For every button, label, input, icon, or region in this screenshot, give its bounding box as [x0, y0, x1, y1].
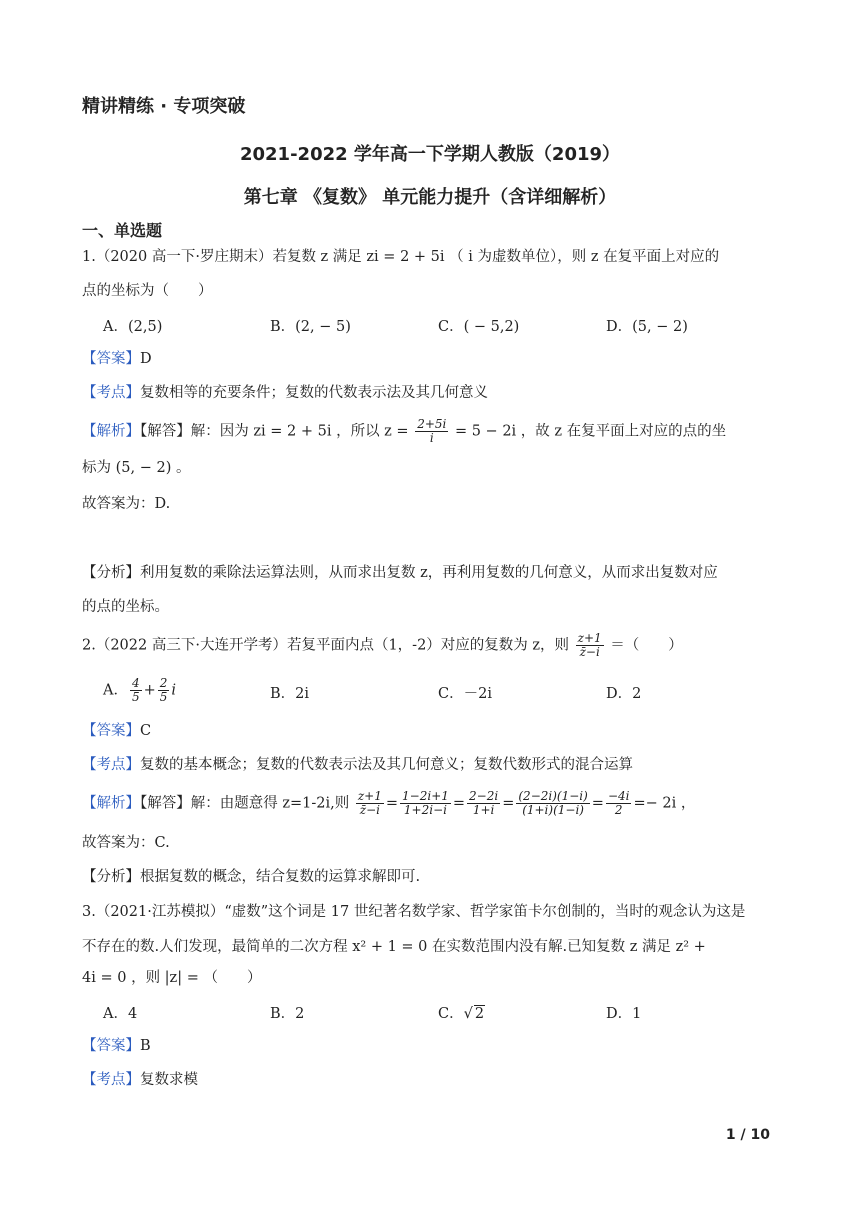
document-subtitle: 第七章 《复数》 单元能力提升（含详细解析） [243, 187, 617, 208]
point-tag: 【考点】 [82, 385, 140, 401]
q3-option-c: C．√ 2 [438, 1006, 485, 1022]
analyze-tag: 【分析】 [82, 565, 140, 581]
analyze-tag: 【分析】 [82, 869, 140, 885]
q1-stem-line2: 点的坐标为（ ） [82, 283, 213, 299]
point-text: 复数求模 [140, 1072, 198, 1088]
q2-stem [82, 632, 683, 659]
q2-solution: 【解析】【解答】解：由题意得 z=1-2i,则 $\frac{z+1}{z̄-i}$ = $\frac{1-2i+1}{1+2i-i}$ = $\frac{2-2i}{1+i}$ = $\frac{(2-2i)(1-i)}{(1+i)(1-i)}$ = $\frac{-4i}{2}$ =− 2i ， [82, 789, 696, 817]
q1-answer [82, 349, 152, 369]
q1-option-c: C．( − 5,2) [438, 319, 520, 335]
stem-text: ＝（ ） [610, 637, 683, 654]
q3-stem-line2: 不存在的数.人们发现，最简单的二次方程 x² + 1 = 0 在实数范围内没有解.已知复数 z 满足 z² + [82, 939, 706, 955]
sqrt-value: 2 [474, 1006, 485, 1022]
q1-solution-line1 [82, 418, 726, 445]
q1-analyze-line2: 的点的坐标。 [82, 599, 169, 615]
fraction: $\frac{z+1}{z̄-i}$ [577, 631, 602, 659]
q2-final: 故答案为：C. [82, 835, 170, 851]
q1-option-a: A．(2,5) [103, 319, 163, 335]
analyze-text: 根据复数的概念，结合复数的运算求解即可. [140, 869, 421, 885]
answer-value: D [140, 351, 152, 367]
q1-final: 故答案为：D. [82, 496, 171, 512]
analysis-tag: 【解析】 [82, 795, 140, 812]
answer-value: B [140, 1038, 151, 1054]
q3-option-a: A．4 [103, 1006, 138, 1022]
q2-answer [82, 721, 151, 741]
q1-point [82, 383, 488, 403]
q3-point [82, 1070, 198, 1090]
document-title: 2021-2022 学年高一下学期人教版（2019） [239, 144, 621, 165]
brand-heading: 精讲精练 · 专项突破 [82, 96, 246, 117]
q3-stem-line1: 3.（2021·江苏模拟）“虚数”这个词是 17 世纪著名数学家、哲学家笛卡尔创制的，当时的观念认为这是 [82, 904, 746, 920]
q1-option-b: B．(2, − 5) [270, 319, 351, 335]
q2-option-d: D．2 [606, 686, 642, 702]
analysis-tag: 【解析】 [82, 423, 140, 440]
q3-answer [82, 1036, 151, 1056]
q3-stem-line3: 4i = 0 ，则 |z| = （ ） [82, 970, 262, 986]
q1-stem-line1: 1.（2020 高一下·罗庄期末）若复数 z 满足 zi = 2 + 5i （ i 为虚数单位），则 z 在复平面上对应的 [82, 249, 720, 265]
answer-tag: 【答案】 [82, 351, 140, 367]
solution-text: = 5 − 2i ，故 z 在复平面上对应的点的坐 [450, 423, 727, 440]
section-heading: 一、单选题 [82, 221, 163, 240]
point-text: 复数相等的充要条件；复数的代数表示法及其几何意义 [140, 385, 488, 401]
q1-solution-line2: 标为 (5, − 2) 。 [82, 460, 191, 476]
answer-tag: 【答案】 [82, 1038, 140, 1054]
point-tag: 【考点】 [82, 757, 140, 773]
q2-option-c: C．－2i [438, 686, 492, 702]
q2-point [82, 755, 633, 775]
q2-analyze [82, 867, 420, 887]
answer-value: C [140, 723, 152, 739]
q2-option-a: A． $\frac{4}{5}$ + $\frac{2}{5}$ i [103, 676, 177, 704]
q3-option-d: D．1 [606, 1006, 642, 1022]
fraction: $\frac{2+5i}{i}$ [417, 417, 447, 445]
point-text: 复数的基本概念；复数的代数表示法及其几何意义；复数代数形式的混合运算 [140, 757, 633, 773]
q3-option-b: B．2 [270, 1006, 305, 1022]
q1-option-d: D．(5, − 2) [606, 319, 688, 335]
page-number: 1 / 10 [725, 1127, 770, 1143]
stem-text: 2.（2022 高三下·大连开学考）若复平面内点（1，-2）对应的复数为 z，则 [82, 637, 570, 654]
q1-analyze-line1 [82, 563, 718, 583]
answer-tag: 【答案】 [82, 723, 140, 739]
analyze-text: 利用复数的乘除法运算法则，从而求出复数 z，再利用复数的几何意义，从而求出复数对应 [140, 565, 718, 581]
q2-option-b: B．2i [270, 686, 310, 702]
solution-text: 【解答】解：因为 zi = 2 + 5i ，所以 z = [140, 423, 414, 440]
solution-text: 【解答】解：由题意得 z=1-2i,则 [140, 795, 350, 812]
point-tag: 【考点】 [82, 1072, 140, 1088]
